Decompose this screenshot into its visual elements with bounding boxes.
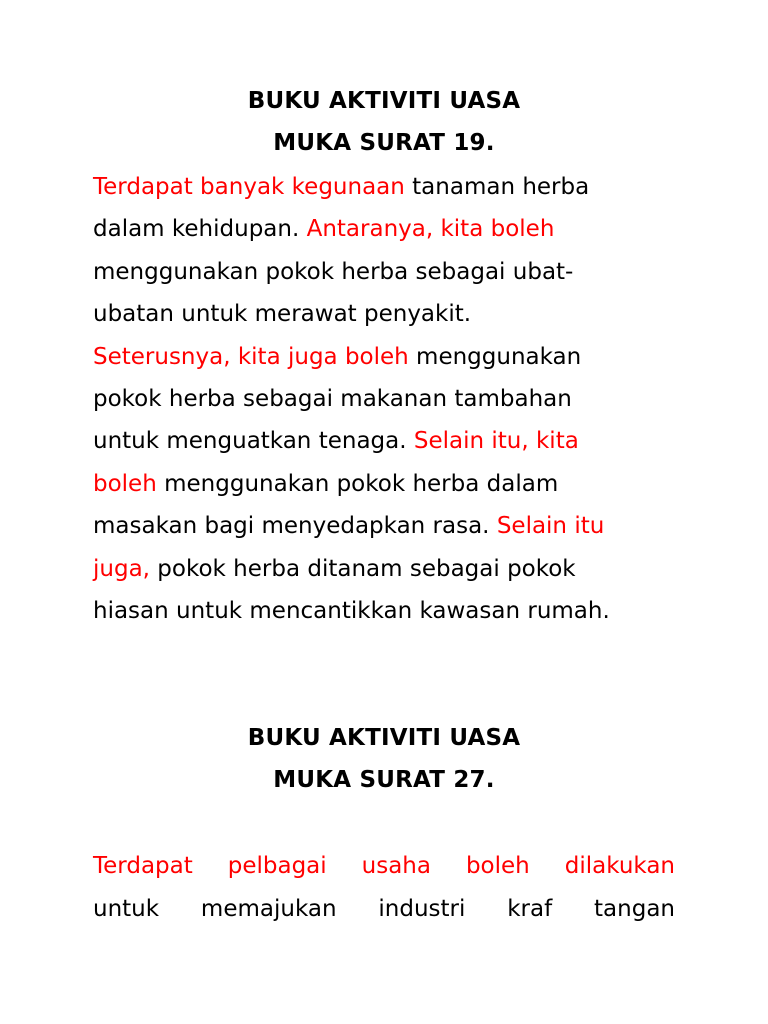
highlighted-phrase: Terdapat banyak kegunaan — [93, 174, 405, 200]
paragraph-line — [93, 293, 693, 335]
word: untuk — [93, 896, 160, 922]
highlighted-phrase: Selain itu, kita — [413, 428, 579, 455]
word: boleh — [465, 853, 530, 879]
paragraph-line — [93, 420, 693, 462]
paragraph-line — [93, 463, 693, 505]
body-text: tanaman herba — [404, 174, 590, 200]
word: pelbagai — [227, 853, 327, 879]
section2-paragraph — [93, 845, 675, 931]
body-text: dalam kehidupan. — [93, 216, 307, 243]
body-text: masakan bagi menyedapkan rasa. — [93, 513, 497, 540]
word: memajukan — [200, 896, 337, 922]
section1-heading-page: MUKA SURAT 19. — [273, 130, 495, 156]
body-text: pokok herba ditanam sebagai pokok — [149, 555, 576, 582]
body-text: ubatan untuk merawat penyakit. — [93, 301, 472, 328]
body-text: hiasan untuk mencantikkan kawasan rumah. — [93, 597, 610, 624]
body-text: menggunakan — [408, 343, 582, 370]
body-text: untuk menguatkan tenaga. — [93, 428, 414, 455]
section2-heading-title: BUKU AKTIVITI UASA — [247, 725, 521, 751]
word: dilakukan — [564, 853, 675, 879]
paragraph-line — [93, 505, 693, 547]
word: Terdapat — [93, 853, 193, 879]
paragraph-line — [93, 208, 693, 250]
body-text: menggunakan pokok herba sebagai ubat- — [93, 258, 574, 285]
paragraph-line — [93, 336, 693, 378]
justified-line — [93, 845, 675, 888]
word: kraf — [507, 896, 553, 922]
highlighted-phrase: boleh — [93, 470, 157, 497]
highlighted-phrase: Selain itu — [496, 513, 605, 540]
section1-heading-title: BUKU AKTIVITI UASA — [247, 88, 521, 114]
body-text: pokok herba sebagai makanan tambahan — [93, 385, 572, 412]
word: industri — [378, 896, 466, 922]
paragraph-line — [93, 251, 693, 293]
paragraph-line — [93, 166, 693, 208]
section2-heading-page: MUKA SURAT 27. — [273, 767, 495, 793]
paragraph-line — [93, 590, 693, 632]
paragraph-line — [93, 548, 693, 590]
word: tangan — [594, 896, 675, 922]
section1-paragraph — [93, 166, 693, 632]
highlighted-phrase: juga, — [93, 555, 150, 582]
body-text: menggunakan pokok herba dalam — [156, 470, 559, 497]
highlighted-phrase: Seterusnya, kita juga boleh — [93, 343, 409, 370]
highlighted-phrase: Antaranya, kita boleh — [306, 216, 555, 243]
word: usaha — [361, 853, 431, 879]
paragraph-line — [93, 378, 693, 420]
justified-line — [93, 888, 675, 931]
